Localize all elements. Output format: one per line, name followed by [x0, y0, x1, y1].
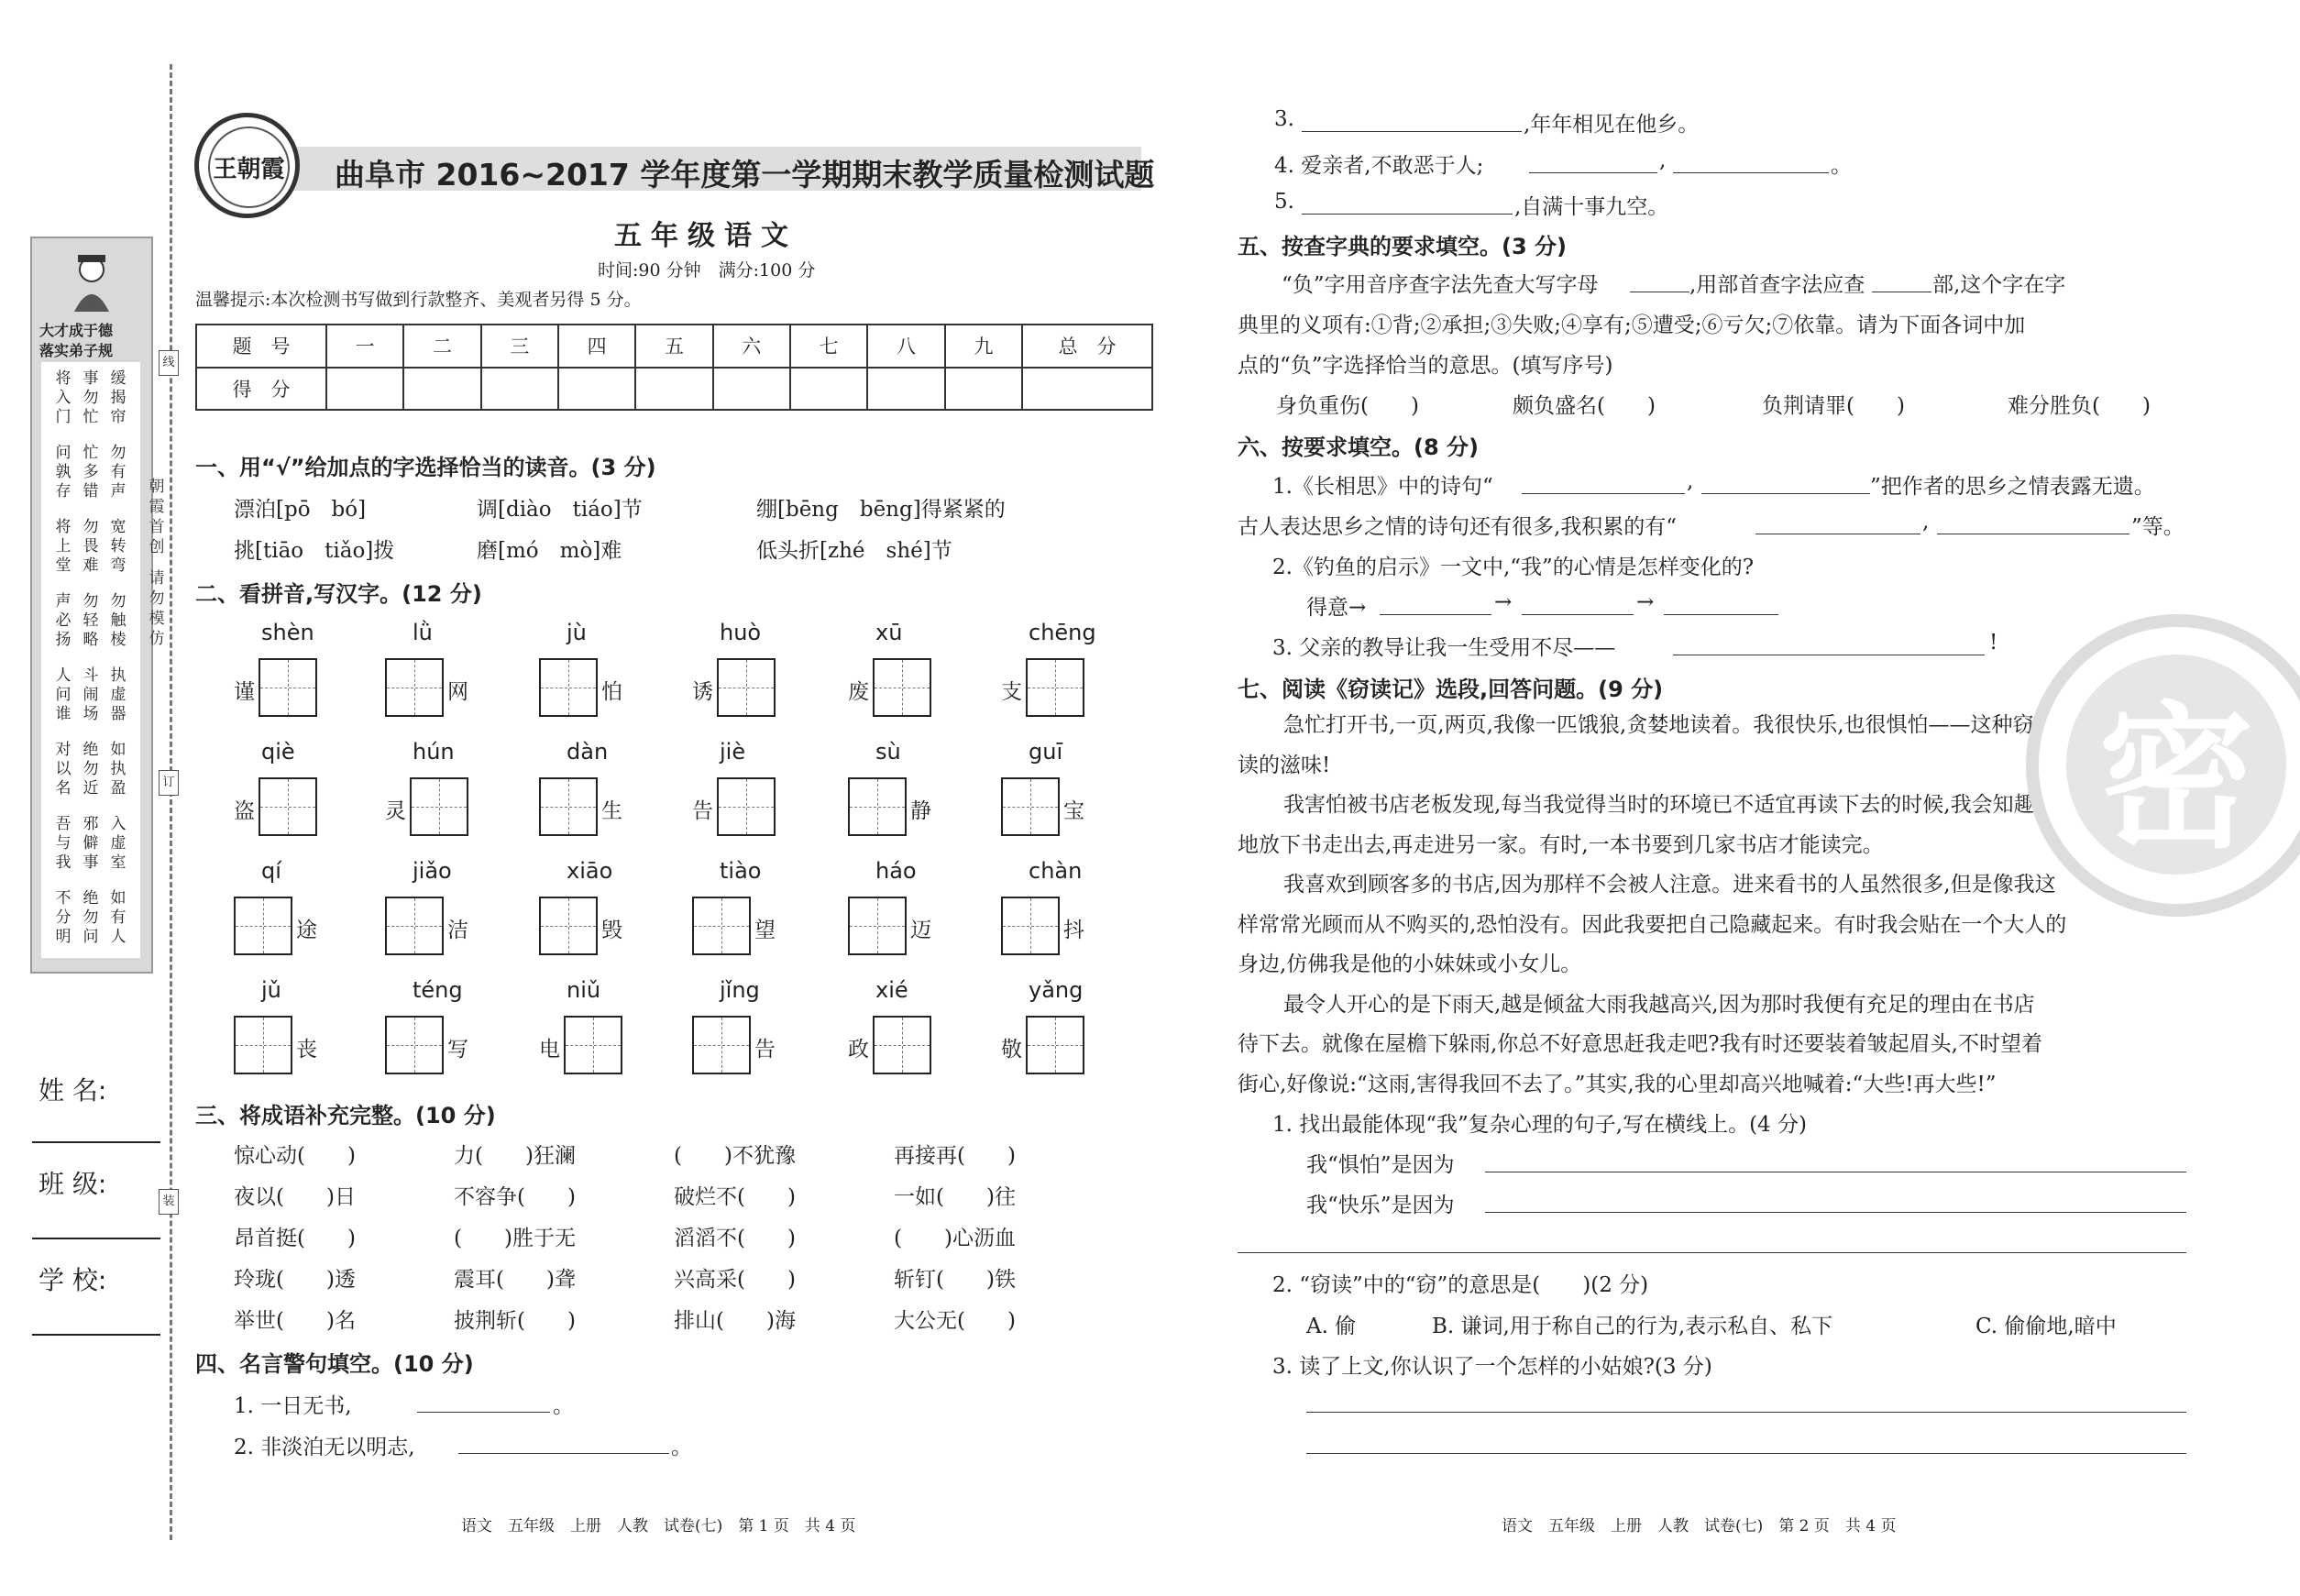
side-verse: 吾与我 — [55, 815, 72, 872]
score-value-cell[interactable] — [481, 368, 558, 411]
pinyin-label: jù — [567, 620, 587, 645]
q6-blank-1[interactable] — [1522, 493, 1685, 494]
q6-blank-7[interactable] — [1664, 614, 1778, 615]
q6-l1b: , — [1687, 469, 1694, 493]
pinyin-label: shèn — [261, 620, 314, 645]
fold-mark-1: 线 — [159, 350, 179, 376]
q1-item[interactable]: 磨[mó mò]难 — [477, 539, 622, 563]
side-verse: 如执盈 — [110, 741, 127, 798]
q6-l4b: → — [1494, 590, 1513, 614]
q7-heading: 七、阅读《窃读记》选段,回答问题。(9 分) — [1238, 677, 1664, 702]
given-character: 丧 — [296, 1038, 317, 1062]
score-header-cell: 九 — [945, 325, 1022, 368]
idiom-item[interactable]: 举世( )名 — [234, 1309, 356, 1333]
q6-l5b: ! — [1989, 631, 1998, 655]
idiom-item[interactable]: 滔滔不( ) — [674, 1227, 796, 1250]
score-header-cell: 五 — [635, 325, 712, 368]
footer-left: 语文 五年级 上册 人教 试卷(七) 第 1 页 共 4 页 — [461, 1517, 856, 1535]
idiom-item[interactable]: ( )胜于无 — [454, 1227, 576, 1250]
pinyin-label: sù — [875, 739, 901, 765]
passage-line: 我喜欢到顾客多的书店,因为那样不会被人注意。进来看书的人虽然很多,但是像我这 — [1283, 873, 2056, 897]
pinyin-label: chàn — [1029, 858, 1083, 884]
q4-heading: 四、名言警句填空。(10 分) — [195, 1351, 474, 1377]
q1-item[interactable]: 挑[tiāo tiǎo]拨 — [234, 539, 395, 563]
idiom-item[interactable]: ( )不犹豫 — [674, 1144, 796, 1168]
brand-logo — [194, 113, 300, 218]
score-value-cell[interactable] — [945, 368, 1022, 411]
brand-logo-text: 王朝霞 — [208, 127, 290, 208]
idiom-item[interactable]: 惊心动( ) — [234, 1144, 356, 1168]
given-character: 毁 — [601, 919, 622, 942]
q4-item-2: 2. 非淡泊无以明志, — [234, 1436, 415, 1459]
side-verse: 不分明 — [55, 889, 72, 946]
q4-blank-1[interactable] — [417, 1412, 550, 1413]
given-character: 望 — [754, 919, 776, 942]
school-input-line[interactable] — [32, 1334, 160, 1336]
q4-item-5: 5. — [1274, 190, 1294, 214]
score-value-cell[interactable] — [1022, 368, 1152, 411]
q5-word-4[interactable]: 难分胜负( ) — [2008, 394, 2151, 418]
q7-blank-joy[interactable] — [1485, 1212, 2186, 1213]
passage-line: 样常常光顾而从不购买的,恐怕没有。因此我要把自己隐藏起来。有时我会贴在一个大人的 — [1238, 912, 2067, 937]
q6-blank-6[interactable] — [1522, 614, 1634, 615]
q4-item-1: 1. 一日无书, — [234, 1394, 352, 1418]
pinyin-label: dàn — [567, 739, 609, 765]
idiom-item[interactable]: 再接再( ) — [894, 1144, 1016, 1168]
q7-answer-line-1[interactable] — [1306, 1412, 2186, 1413]
writing-grid-box[interactable] — [385, 1016, 444, 1074]
q4-blank-4a[interactable] — [1529, 172, 1657, 173]
writing-grid-box[interactable] — [848, 777, 907, 836]
passage-line: 读的滋味! — [1238, 753, 1331, 777]
q5-line1a: “负”字用音序查字法先查大写字母 — [1282, 273, 1599, 297]
pinyin-label: jiǎo — [413, 858, 452, 884]
side-verse: 宽转弯 — [110, 518, 127, 575]
pinyin-label: niǔ — [567, 977, 601, 1003]
q1-item[interactable]: 调[diào tiáo]节 — [477, 498, 643, 522]
score-value-cell[interactable] — [558, 368, 635, 411]
given-character: 静 — [910, 799, 931, 823]
score-header-cell: 八 — [867, 325, 944, 368]
side-verse: 勿轻略 — [83, 592, 99, 649]
side-verse: 事勿忙 — [83, 369, 99, 426]
side-verse: 入虚室 — [110, 815, 127, 872]
given-character: 废 — [848, 680, 869, 704]
writing-grid-box[interactable] — [873, 1016, 931, 1074]
given-character: 怕 — [601, 680, 622, 704]
q4-blank-5[interactable] — [1302, 214, 1513, 215]
q1-item[interactable]: 绷[bēng bēng]得紧紧的 — [756, 498, 1006, 522]
idiom-item[interactable]: 斩钉( )铁 — [894, 1268, 1016, 1292]
school-label: 学 校: — [39, 1265, 107, 1295]
side-verse: 执虚器 — [110, 666, 127, 723]
subject-title: 五年级语文 — [614, 220, 798, 252]
q5-line3: 点的“负”字选择恰当的意思。(填写序号) — [1238, 354, 1613, 378]
given-character: 告 — [754, 1038, 776, 1062]
given-character: 支 — [1001, 680, 1022, 704]
score-header-cell: 七 — [790, 325, 867, 368]
score-value-cell[interactable] — [635, 368, 712, 411]
writing-grid-box[interactable] — [385, 897, 444, 955]
q4-item-3: 3. — [1274, 107, 1294, 131]
side-verse: 问孰存 — [55, 444, 72, 501]
fold-dashed-line — [170, 64, 172, 1540]
passage-line: 我害怕被书店老板发现,每当我觉得当时的环境已不适宜再读下去的时候,我会知趣 — [1283, 793, 2035, 817]
pinyin-label: téng — [413, 977, 463, 1003]
q7-s2: 2. “窃读”中的“窃”的意思是( )(2 分) — [1272, 1273, 1649, 1297]
q4-item-4: 4. 爱亲者,不敢恶于人; — [1274, 154, 1484, 178]
q7-opt-a[interactable]: A. 偷 — [1306, 1315, 1357, 1338]
q7-s1a: 我“惧怕”是因为 — [1306, 1153, 1455, 1177]
q6-l1c: ”把作者的思乡之情表露无遗。 — [1870, 475, 2155, 499]
score-row-values — [196, 368, 1152, 411]
score-header-cell: 题 号 — [196, 325, 326, 368]
writing-grid-box[interactable] — [259, 777, 317, 836]
pinyin-label: jiè — [720, 739, 746, 765]
idiom-item[interactable]: 兴高采( ) — [674, 1268, 796, 1292]
q4-blank-2[interactable] — [458, 1453, 669, 1454]
side-verse: 人问谁 — [55, 666, 72, 723]
side-verse: 将入门 — [55, 369, 72, 426]
idiom-item[interactable]: 大公无( ) — [894, 1309, 1016, 1333]
given-character: 生 — [601, 799, 622, 823]
pinyin-label: xū — [875, 620, 903, 645]
pinyin-label: tiào — [720, 858, 762, 884]
score-header-cell: 三 — [481, 325, 558, 368]
score-value-cell[interactable] — [867, 368, 944, 411]
score-header-cell: 二 — [403, 325, 480, 368]
given-character: 谨 — [234, 680, 255, 704]
given-character: 诱 — [692, 680, 713, 704]
pinyin-label: jǐng — [720, 977, 760, 1003]
q6-heading: 六、按要求填空。(8 分) — [1238, 435, 1479, 460]
score-header-cell: 一 — [326, 325, 403, 368]
name-label: 姓 名: — [39, 1075, 107, 1106]
side-verse: 绝勿问 — [83, 889, 99, 946]
q5-word-3[interactable]: 负荆请罪( ) — [1762, 394, 1905, 418]
given-character: 写 — [447, 1038, 468, 1062]
q3-heading: 三、将成语补充完整。(10 分) — [195, 1103, 496, 1128]
pinyin-label: xié — [875, 977, 908, 1003]
given-character: 迈 — [910, 919, 931, 942]
pinyin-label: qiè — [261, 739, 295, 765]
score-value-cell[interactable] — [326, 368, 403, 411]
given-character: 途 — [296, 919, 317, 942]
q7-s1b: 我“快乐”是因为 — [1306, 1194, 1455, 1217]
score-header-cell: 总 分 — [1022, 325, 1152, 368]
q5-heading: 五、按查字典的要求填空。(3 分) — [1238, 234, 1567, 259]
q6-blank-2[interactable] — [1701, 493, 1870, 494]
writing-grid-box[interactable] — [539, 777, 598, 836]
q6-l4a: 得意→ — [1306, 596, 1367, 620]
q5-line2: 典里的义项有:①背;②承担;③失败;④享有;⑤遭受;⑥亏欠;⑦依靠。请为下面各词中加 — [1238, 314, 2026, 337]
idiom-item[interactable]: 震耳( )聋 — [454, 1268, 576, 1292]
idiom-item[interactable]: 破烂不( ) — [674, 1185, 796, 1209]
idiom-item[interactable]: 披荆斩( ) — [454, 1309, 576, 1333]
side-verse: 勿有声 — [110, 444, 127, 501]
name-input-line[interactable] — [32, 1141, 160, 1143]
q6-blank-5[interactable] — [1380, 614, 1491, 615]
q7-s3: 3. 读了上文,你认识了一个怎样的小姑娘?(3 分) — [1272, 1355, 1712, 1379]
writing-grid-box[interactable] — [1026, 658, 1084, 717]
score-row-header — [196, 325, 1152, 368]
exam-title: 曲阜市 2016~2017 学年度第一学期期末教学质量检测试题 — [335, 157, 1155, 193]
score-value-cell[interactable] — [790, 368, 867, 411]
writing-grid-box[interactable] — [385, 658, 444, 717]
q1-item[interactable]: 漂泊[pō bó] — [234, 498, 367, 522]
score-value-cell[interactable] — [403, 368, 480, 411]
writing-grid-box[interactable] — [717, 777, 776, 836]
q4-tail-3: ,年年相见在他乡。 — [1524, 113, 1700, 137]
q7-opt-b[interactable]: B. 谦词,用于称自己的行为,表示私自、私下 — [1432, 1315, 1833, 1338]
q5-line1c: 部,这个字在字 — [1932, 273, 2066, 297]
given-character: 灵 — [385, 799, 406, 823]
idiom-item[interactable]: 排山( )海 — [674, 1309, 796, 1333]
side-verse: 邪僻事 — [83, 815, 99, 872]
idiom-item[interactable]: 一如( )往 — [894, 1185, 1016, 1209]
writing-grid-box[interactable] — [717, 658, 776, 717]
q6-l3: 2.《钓鱼的启示》一文中,“我”的心情是怎样变化的? — [1272, 556, 1755, 579]
q6-l5a: 3. 父亲的教导让我一生受用不尽—— — [1272, 636, 1616, 660]
writing-grid-box[interactable] — [692, 1016, 751, 1074]
side-verse: 对以名 — [55, 741, 72, 798]
side-verse: 勿触棱 — [110, 592, 127, 649]
score-header-cell: 六 — [713, 325, 790, 368]
writing-grid-box[interactable] — [873, 658, 931, 717]
pinyin-label: háo — [875, 858, 917, 884]
given-character: 洁 — [447, 919, 468, 942]
given-character: 敬 — [1001, 1038, 1022, 1062]
q5-word-1[interactable]: 身负重伤( ) — [1276, 394, 1419, 418]
writing-grid-box[interactable] — [1001, 777, 1060, 836]
pinyin-label: hún — [413, 739, 455, 765]
passage-line: 地放下书走出去,再走进另一家。有时,一本书要到几家书店才能读完。 — [1238, 832, 1884, 857]
q4-tail-1: 。 — [553, 1394, 574, 1418]
q4-tail-4: 。 — [1831, 154, 1852, 178]
idiom-item[interactable]: 昂首挺( ) — [234, 1227, 356, 1250]
writing-grid-box[interactable] — [410, 777, 468, 836]
passage-line: 待下去。就像在屋檐下躲雨,你总不好意思赶我走吧?我有时还要装着皱起眉头,不时望着 — [1238, 1032, 2042, 1056]
q7-s1: 1. 找出最能体现“我”复杂心理的句子,写在横线上。(4 分) — [1272, 1113, 1807, 1137]
stamp-glyph: 密 — [2066, 655, 2286, 875]
writing-grid-box[interactable] — [259, 658, 317, 717]
given-character: 电 — [539, 1038, 560, 1062]
side-motto-1: 大才成于德 — [39, 322, 114, 339]
fold-mark-2: 订 — [159, 770, 179, 796]
idiom-item[interactable]: 夜以( )日 — [234, 1185, 356, 1209]
side-verse: 声必扬 — [55, 592, 72, 649]
writing-grid-box[interactable] — [848, 897, 907, 955]
q4-blank-3[interactable] — [1302, 131, 1522, 132]
side-verse: 将上堂 — [55, 518, 72, 575]
score-value-cell[interactable] — [713, 368, 790, 411]
scholar-figure-icon — [67, 249, 117, 314]
q2-heading: 二、看拼音,写汉字。(12 分) — [195, 581, 482, 607]
writing-grid-box[interactable] — [1026, 1016, 1084, 1074]
passage-line: 街心,好像说:“这雨,害得我回不去了。”其实,我的心里却高兴地喊着:“大些!再大些!” — [1238, 1072, 1997, 1096]
q6-l2c: ”等。 — [2131, 515, 2184, 539]
q7-answer-line-2[interactable] — [1306, 1453, 2186, 1454]
side-verse: 缓揭帘 — [110, 369, 127, 426]
score-table — [195, 324, 1153, 411]
pinyin-label: chēng — [1029, 620, 1096, 645]
side-verse: 忙多错 — [83, 444, 99, 501]
time-info: 时间:90 分钟 满分:100 分 — [598, 260, 816, 281]
side-verse: 绝勿近 — [83, 741, 99, 798]
passage-line: 最令人开心的是下雨天,越是倾盆大雨我越高兴,因为那时我便有充足的理由在书店 — [1283, 992, 2035, 1017]
passage-line: 身边,仿佛我是他的小妹妹或小女儿。 — [1238, 952, 1582, 976]
idiom-item[interactable]: 力( )狂澜 — [454, 1144, 576, 1168]
q6-l1a: 1.《长相思》中的诗句“ — [1272, 475, 1493, 499]
pinyin-label: lǜ — [413, 620, 433, 645]
q6-l2b: , — [1922, 510, 1930, 534]
confidential-stamp — [2026, 614, 2300, 917]
side-motto-2: 落实弟子规 — [39, 342, 114, 359]
given-character: 抖 — [1063, 919, 1084, 942]
side-verse: 如有人 — [110, 889, 127, 946]
footer-right: 语文 五年级 上册 人教 试卷(七) 第 2 页 共 4 页 — [1502, 1517, 1897, 1535]
q5-line1b: ,用部首查字法应查 — [1689, 273, 1865, 297]
fold-mark-3: 装 — [159, 1189, 179, 1215]
q7-blank-extra[interactable] — [1238, 1252, 2186, 1253]
side-verse: 斗闹场 — [83, 666, 99, 723]
pinyin-label: huò — [720, 620, 762, 645]
q5-word-2[interactable]: 颇负盛名( ) — [1513, 394, 1656, 418]
writing-grid-box[interactable] — [234, 1016, 292, 1074]
given-character: 宝 — [1063, 799, 1084, 823]
pinyin-label: qí — [261, 858, 281, 884]
score-value-cell: 得 分 — [196, 368, 326, 411]
idiom-item[interactable]: ( )心沥血 — [894, 1227, 1016, 1250]
class-label: 班 级: — [39, 1169, 107, 1199]
q6-l2a: 古人表达思乡之情的诗句还有很多,我积累的有“ — [1238, 515, 1678, 539]
writing-grid-box[interactable] — [692, 897, 751, 955]
writing-grid-box[interactable] — [564, 1016, 622, 1074]
writing-grid-box[interactable] — [234, 897, 292, 955]
q4-blank-4b[interactable] — [1673, 172, 1829, 173]
given-character: 政 — [848, 1038, 869, 1062]
writing-grid-box[interactable] — [1001, 897, 1060, 955]
side-note-1: 朝霞首创 — [149, 478, 165, 556]
q4-comma: , — [1659, 149, 1667, 172]
score-header-cell: 四 — [558, 325, 635, 368]
pinyin-label: xiāo — [567, 858, 613, 884]
q6-l4c: → — [1636, 590, 1655, 614]
writing-grid-box[interactable] — [539, 658, 598, 717]
q4-tail-5: ,自满十事九空。 — [1514, 195, 1669, 219]
pinyin-label: jǔ — [261, 977, 281, 1003]
q4-tail-2: 。 — [671, 1436, 692, 1459]
idiom-item[interactable]: 不容争( ) — [454, 1185, 576, 1209]
q1-heading: 一、用“√”给加点的字选择恰当的读音。(3 分) — [195, 455, 656, 480]
passage-line: 急忙打开书,一页,两页,我像一匹饿狼,贪婪地读着。我很快乐,也很惧怕——这种窃 — [1283, 713, 2034, 737]
pinyin-label: yǎng — [1029, 977, 1084, 1003]
side-verse: 勿畏难 — [83, 518, 99, 575]
q1-item[interactable]: 低头折[zhé shé]节 — [756, 539, 952, 563]
given-character: 盗 — [234, 799, 255, 823]
given-character: 网 — [447, 680, 468, 704]
writing-grid-box[interactable] — [539, 897, 598, 955]
q7-opt-c[interactable]: C. 偷偷地,暗中 — [1975, 1315, 2117, 1338]
side-note-2: 请勿模仿 — [149, 569, 165, 648]
given-character: 告 — [692, 799, 713, 823]
idiom-item[interactable]: 玲珑( )透 — [234, 1268, 356, 1292]
tip-text: 温馨提示:本次检测书写做到行款整齐、美观者另得 5 分。 — [195, 290, 642, 310]
class-input-line[interactable] — [32, 1238, 160, 1239]
pinyin-label: guī — [1029, 739, 1063, 765]
